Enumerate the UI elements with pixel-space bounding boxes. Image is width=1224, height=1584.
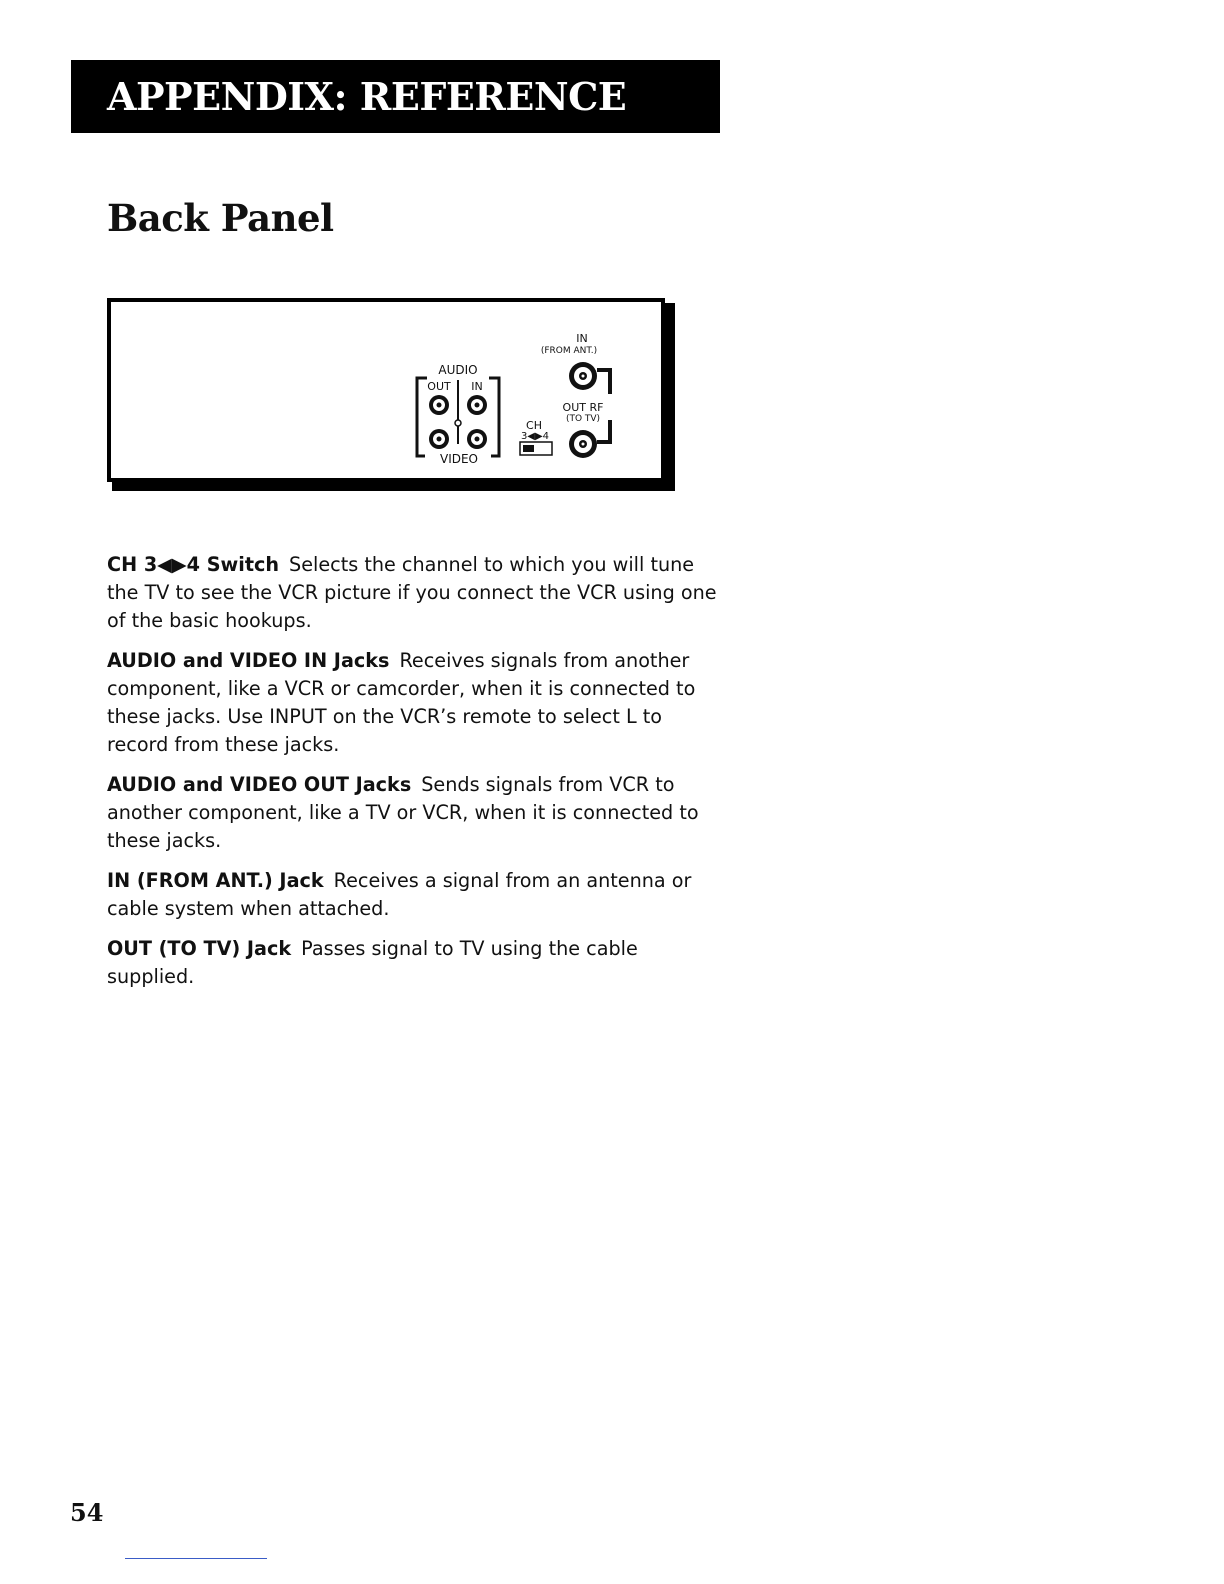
rf-out-jack <box>569 430 597 458</box>
in-jack-label: IN <box>471 380 483 393</box>
description-text: Selects the channel to which you will tune the TV to see the VCR picture if you connect the VCR using one of the basic hookups. <box>107 553 717 632</box>
video-label: VIDEO <box>439 452 479 466</box>
video-out-jack <box>429 429 449 449</box>
rf-in-label: IN <box>576 332 588 345</box>
jack-descriptions <box>107 551 727 1003</box>
description-term: OUT (TO TV) Jack <box>107 937 292 960</box>
ch-label: CH <box>526 419 542 432</box>
back-panel-diagram <box>107 298 675 491</box>
audio-in-jack <box>467 395 487 415</box>
to-tv-label: (TO TV) <box>565 414 601 424</box>
out-label: OUT <box>427 380 451 393</box>
description-text: Sends signals from VCR to another component, like a TV or VCR, when it is connected to these jacks. <box>107 773 699 852</box>
description-term: IN (FROM ANT.) Jack <box>107 869 324 892</box>
page-number: 54 <box>70 1498 104 1527</box>
banner-title: APPENDIX: REFERENCE <box>107 74 627 119</box>
ch-switch-label: 3◀▶4 <box>520 431 550 442</box>
description-text: Passes signal to TV using the cable supplied. <box>107 937 638 988</box>
description-item <box>107 935 727 991</box>
description-term: CH 3◀▶4 Switch <box>107 553 280 576</box>
section-title: Back Panel <box>107 196 334 240</box>
appendix-banner <box>71 60 720 133</box>
description-text: Receives signals from another component, like a VCR or camcorder, when it is connected to these jacks. Use INPUT on the VCR’s remote to select L to record from these jacks. <box>107 649 696 756</box>
back-panel-illustration <box>107 298 675 491</box>
description-item <box>107 647 727 759</box>
ch-switch-slider <box>523 445 534 452</box>
audio-out-jack <box>429 395 449 415</box>
description-text: Receives a signal from an antenna or cable system when attached. <box>107 869 692 920</box>
out-rf-label: OUT RF <box>562 401 604 414</box>
description-term: AUDIO and VIDEO IN Jacks <box>107 649 390 672</box>
description-item <box>107 867 727 923</box>
description-item <box>107 771 727 855</box>
audio-label: AUDIO <box>438 363 478 377</box>
video-in-jack <box>467 429 487 449</box>
description-term: AUDIO and VIDEO OUT Jacks <box>107 773 412 796</box>
footer-rule <box>125 1558 267 1559</box>
divider-node <box>455 420 461 426</box>
rf-in-jack <box>569 362 597 390</box>
description-item <box>107 551 727 635</box>
from-ant-label: (FROM ANT.) <box>540 346 598 356</box>
